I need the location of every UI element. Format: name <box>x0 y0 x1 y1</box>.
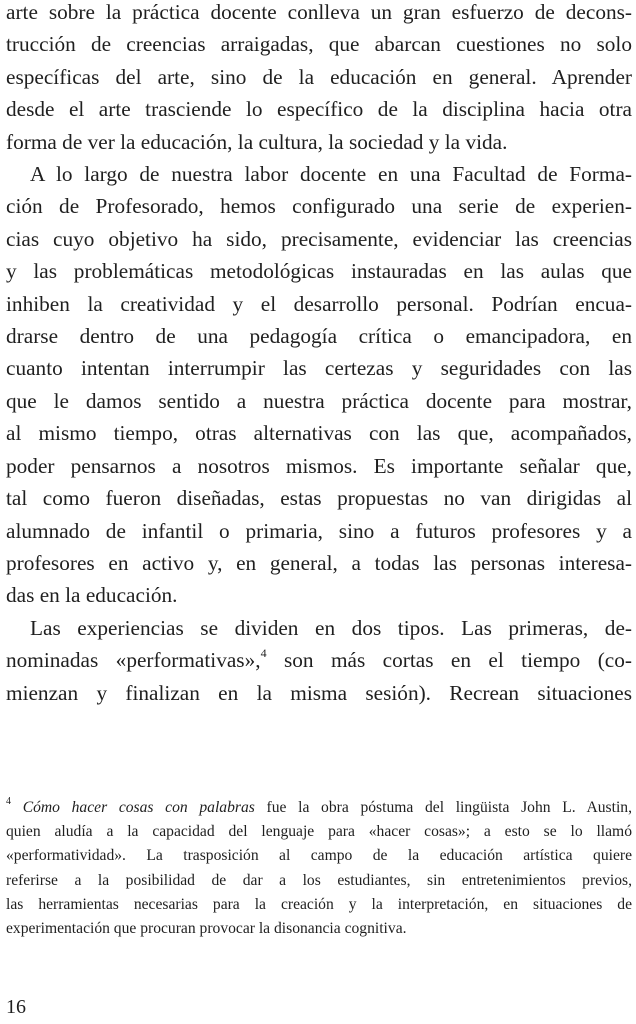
text-line: y las problemáticas metodológicas instauradas en las aulas que <box>6 259 632 284</box>
text-line: arte sobre la práctica docente conlleva un gran esfuerzo de decons- <box>6 0 632 24</box>
text-line: profesores en activo y, en general, a todas las personas interesa- <box>6 550 632 575</box>
footnote-line: experimentación que procuran provocar la disonancia cognitiva. <box>6 920 407 938</box>
text-line: al mismo tiempo, otras alternativas con las que, acompañados, <box>6 421 632 446</box>
text-line: inhiben la creatividad y el desarrollo personal. Podrían encua- <box>6 291 632 316</box>
text-line: alumnado de infantil o primaria, sino a futuros profesores y a <box>6 518 632 543</box>
text-line: forma de ver la educación, la cultura, la sociedad y la vida. <box>6 129 508 154</box>
footnote-marker: 4 <box>6 795 11 807</box>
book-page <box>6 0 632 1024</box>
text-line: mienzan y finalizan en la misma sesión). Recrean situaciones <box>6 680 632 705</box>
text-line: das en la educación. <box>6 583 178 608</box>
text-line: cuanto intentan interrumpir las certezas y seguridades con las <box>6 356 632 381</box>
body-text <box>6 0 632 709</box>
text-line: cias cuyo objetivo ha sido, precisamente, evidenciar las creencias <box>6 226 632 251</box>
text-line: drarse dentro de una pedagogía crítica o emancipadora, en <box>6 324 632 349</box>
footnote-line: «performatividad». La trasposición al campo de la educación artística quiere <box>6 847 632 865</box>
text-fragment: nominadas «performativas», <box>6 648 261 673</box>
text-fragment: fue la obra póstuma del lingüista John L. Austin, <box>266 799 632 816</box>
footnote-line <box>6 796 632 820</box>
text-line <box>6 644 632 676</box>
footnote-title: Cómo hacer cosas con palabras <box>22 799 255 816</box>
text-line: que le damos sentido a nuestra práctica docente para mostrar, <box>6 388 632 413</box>
text-fragment: son más cortas en el tiempo (co- <box>283 648 633 673</box>
text-line: A lo largo de nuestra labor docente en una Facultad de Forma- <box>30 162 632 187</box>
text-line: Las experiencias se dividen en dos tipos. Las primeras, de- <box>30 615 632 640</box>
footnote <box>6 796 632 941</box>
footnote-line: quien aludía a la capacidad del lenguaje para «hacer cosas»; a esto se lo llamó <box>6 823 632 841</box>
text-line: poder pensarnos a nosotros mismos. Es importante señalar que, <box>6 453 632 478</box>
text-line: específicas del arte, sino de la educación en general. Aprender <box>6 64 632 89</box>
footnote-line: las herramientas necesarias para la creación y la interpretación, en situaciones de <box>6 895 632 913</box>
text-line: tal como fueron diseñadas, estas propuestas no van dirigidas al <box>6 486 632 511</box>
page-number: 16 <box>6 996 26 1018</box>
footnote-line: referirse a la posibilidad de dar a los estudiantes, sin entretenimientos previos, <box>6 871 632 889</box>
text-line: trucción de creencias arraigadas, que abarcan cuestiones no solo <box>6 32 632 57</box>
text-line: desde el arte trasciende lo específico de la disciplina hacia otra <box>6 97 632 122</box>
text-line: ción de Profesorado, hemos configurado una serie de experien- <box>6 194 632 219</box>
footnote-reference[interactable]: 4 <box>260 646 267 661</box>
